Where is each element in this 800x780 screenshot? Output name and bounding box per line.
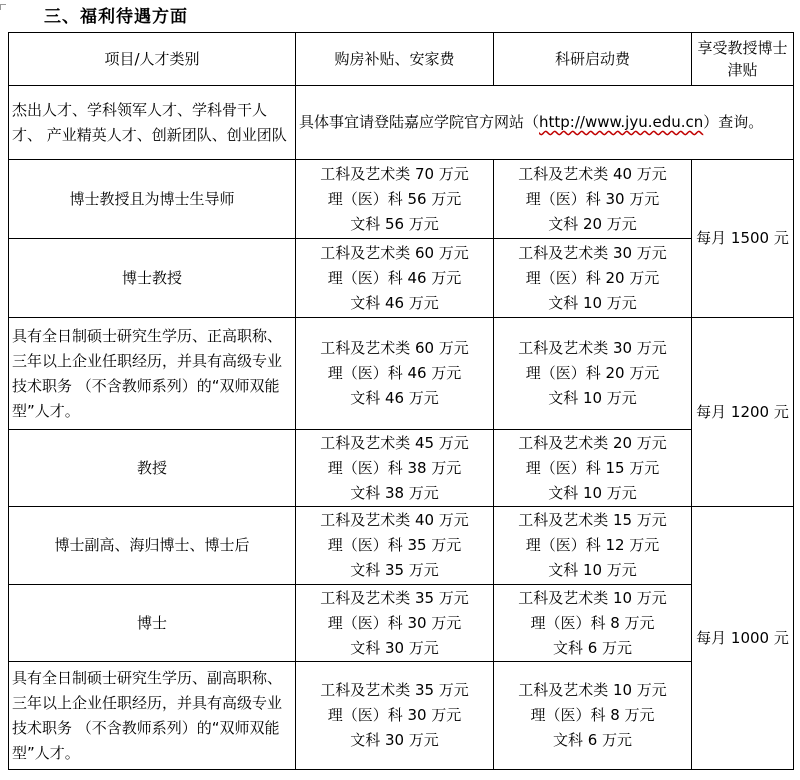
research-line: 文科 6 万元	[552, 731, 633, 749]
housing-line: 文科 35 万元	[350, 561, 439, 579]
housing-line: 理（医）科 56 万元	[327, 189, 462, 208]
housing-cell	[296, 239, 494, 318]
housing-line: 理（医）科 46 万元	[327, 268, 462, 287]
research-line: 工科及艺术类 40 万元	[518, 164, 667, 183]
housing-line: 工科及艺术类 60 万元	[320, 339, 469, 357]
category-cell: 博士副高、海归博士、博士后	[9, 507, 296, 585]
research-cell	[494, 507, 692, 585]
table-row	[9, 662, 794, 770]
benefits-table	[8, 32, 794, 770]
research-line: 工科及艺术类 30 万元	[518, 339, 667, 357]
research-line: 工科及艺术类 30 万元	[518, 243, 667, 262]
allowance-cell: 每月 1200 元	[692, 318, 794, 507]
header-allowance: 享受教授博士津贴	[692, 33, 794, 86]
research-line: 理（医）科 15 万元	[525, 458, 660, 477]
table-row	[9, 239, 794, 318]
housing-line: 文科 30 万元	[350, 638, 439, 657]
housing-line: 工科及艺术类 45 万元	[320, 433, 469, 452]
research-line: 工科及艺术类 20 万元	[518, 433, 667, 452]
research-line: 理（医）科 30 万元	[525, 189, 660, 208]
allowance-cell: 每月 1000 元	[692, 507, 794, 770]
table-row	[9, 318, 794, 430]
research-line: 文科 10 万元	[548, 483, 637, 502]
housing-line: 工科及艺术类 35 万元	[320, 681, 469, 699]
section-heading: 三、福利待遇方面	[44, 7, 188, 27]
research-line: 文科 10 万元	[548, 389, 637, 407]
table-row	[9, 430, 794, 507]
housing-line: 文科 46 万元	[350, 293, 439, 312]
housing-line: 理（医）科 30 万元	[327, 613, 462, 632]
housing-line: 文科 30 万元	[350, 731, 439, 749]
research-line: 工科及艺术类 15 万元	[518, 511, 667, 529]
housing-line: 文科 46 万元	[350, 389, 439, 407]
research-cell	[494, 318, 692, 430]
page-corner-mark	[0, 4, 6, 10]
research-line: 理（医）科 20 万元	[525, 268, 660, 287]
housing-line: 文科 38 万元	[350, 483, 439, 502]
table-row	[9, 585, 794, 662]
table-row	[9, 160, 794, 239]
notice-text-before: 具体事宜请登陆嘉应学院官方网站（	[299, 113, 540, 131]
research-line: 工科及艺术类 10 万元	[518, 588, 667, 607]
research-cell	[494, 430, 692, 507]
research-cell	[494, 160, 692, 239]
research-line: 理（医）科 12 万元	[525, 536, 660, 554]
category-cell: 博士	[9, 585, 296, 662]
housing-line: 理（医）科 38 万元	[327, 458, 462, 477]
housing-line: 工科及艺术类 35 万元	[320, 588, 469, 607]
housing-cell	[296, 318, 494, 430]
research-line: 理（医）科 8 万元	[530, 706, 655, 724]
category-cell: 具有全日制硕士研究生学历、副高职称、三年以上企业任职经历，并具有高级专业技术职务 （不含教师系列）的“双师双能型”人才。	[9, 662, 296, 770]
housing-cell	[296, 585, 494, 662]
research-line: 理（医）科 20 万元	[525, 364, 660, 382]
table-header-row	[9, 33, 794, 86]
housing-line: 理（医）科 30 万元	[327, 706, 462, 724]
table-row	[9, 507, 794, 585]
research-cell	[494, 585, 692, 662]
housing-cell	[296, 160, 494, 239]
housing-line: 工科及艺术类 70 万元	[320, 164, 469, 183]
category-cell: 杰出人才、学科领军人才、学科骨干人才、 产业精英人才、创新团队、创业团队	[9, 86, 296, 160]
research-cell	[494, 662, 692, 770]
research-line: 文科 10 万元	[548, 561, 637, 579]
housing-line: 文科 56 万元	[350, 214, 439, 233]
notice-text-after: ）查询。	[703, 113, 764, 131]
header-housing: 购房补贴、安家费	[296, 33, 494, 86]
research-cell	[494, 239, 692, 318]
housing-line: 理（医）科 35 万元	[327, 536, 462, 554]
header-research: 科研启动费	[494, 33, 692, 86]
housing-line: 理（医）科 46 万元	[327, 364, 462, 382]
research-line: 文科 6 万元	[552, 638, 633, 657]
research-line: 文科 20 万元	[548, 214, 637, 233]
table-row	[9, 86, 794, 160]
housing-cell	[296, 662, 494, 770]
category-cell: 博士教授且为博士生导师	[9, 160, 296, 239]
category-cell: 具有全日制硕士研究生学历、正高职称、三年以上企业任职经历，并具有高级专业技术职务 （不含教师系列）的“双师双能型”人才。	[9, 318, 296, 430]
housing-cell	[296, 507, 494, 585]
research-line: 文科 10 万元	[548, 293, 637, 312]
housing-cell	[296, 430, 494, 507]
category-cell: 教授	[9, 430, 296, 507]
category-cell: 博士教授	[9, 239, 296, 318]
header-category: 项目/人才类别	[9, 33, 296, 86]
allowance-cell: 每月 1500 元	[692, 160, 794, 318]
housing-line: 工科及艺术类 60 万元	[320, 243, 469, 262]
research-line: 理（医）科 8 万元	[530, 613, 655, 632]
notice-cell	[296, 86, 794, 160]
research-line: 工科及艺术类 10 万元	[518, 681, 667, 699]
website-link[interactable]: http://www.jyu.edu.cn	[539, 113, 704, 131]
housing-line: 工科及艺术类 40 万元	[320, 511, 469, 529]
